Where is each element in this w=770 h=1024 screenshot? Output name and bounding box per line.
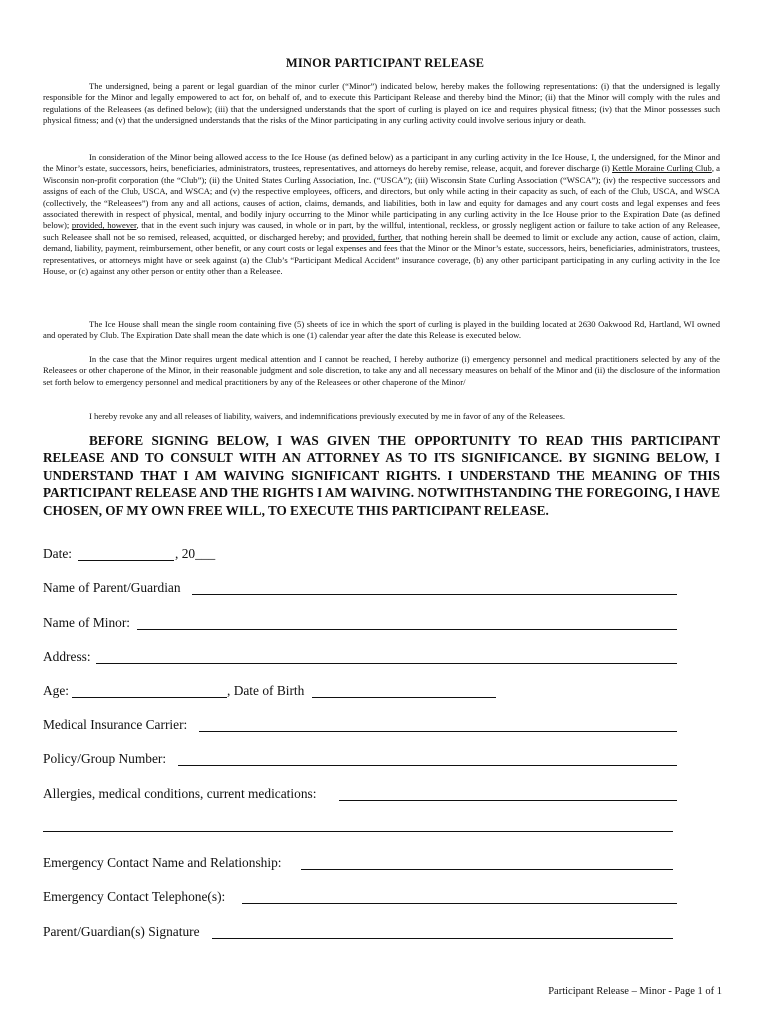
address-field[interactable] (96, 663, 677, 664)
release-text-b: , a Wisconsin non-profit corporation (the “Club”); (ii) the United States Curling Association, Inc. (“USCA”); (iii) Wisconsin State Curling Association (“WSCA”); (iv) the respective successors and assigns of each of the Club, USCA, and WSCA; and (v) the respective employees, officers, and directors, but only while acting in their capacity as such, of each of the Club, USCA, and WSCA (collectively, the “Releasees”) from any and all actions, causes of action, claims, demands, and liabilities, both in law and equity for damages and any court costs and legal expenses and fees associated therewith in respect of physical, mental, and bodily injury occurring to the Minor while participating in any curling activity in the Ice House prior to the Expiration Date (as defined below); (43, 163, 720, 231)
minor-name-label: Name of Minor: (43, 615, 131, 630)
parent-name-label: Name of Parent/Guardian (43, 580, 181, 595)
address-label: Address: (43, 649, 91, 664)
allergies-field[interactable] (339, 800, 677, 801)
emergency-phone-label: Emergency Contact Telephone(s): (43, 889, 226, 904)
emergency-name-field[interactable] (301, 869, 673, 870)
date-field[interactable] (78, 560, 174, 561)
signature-field[interactable] (212, 938, 673, 939)
policy-label: Policy/Group Number: (43, 751, 167, 766)
dob-label: , Date of Birth (227, 683, 305, 698)
parent-name-field[interactable] (192, 594, 677, 595)
date-label: Date: (43, 546, 72, 561)
year-label: , 20___ (175, 546, 216, 561)
insurance-label: Medical Insurance Carrier: (43, 717, 188, 732)
emergency-name-label: Emergency Contact Name and Relationship: (43, 855, 282, 870)
signature-label: Parent/Guardian(s) Signature (43, 924, 200, 939)
release-text-a: In consideration of the Minor being allowed access to the Ice House (as defined below) as a participant in any curling activity in the Ice House, I, the undersigned, for the Minor and the Minor’s estate, successors, heirs, beneficiaries, administrators, trustees, representatives, and attorneys do hereby remise, release, acquit, and forever discharge (i) (43, 152, 720, 174)
proviso-further: provided, further (342, 231, 401, 242)
proviso-however: provided, however (71, 220, 137, 231)
paragraph-revocation: I hereby revoke any and all releases of liability, waivers, and indemnifications previously executed by me in favor of any of the Releasees. (89, 411, 565, 421)
paragraph-medical-authorization: In the case that the Minor requires urgent medical attention and I cannot be reached, I hereby authorize (i) emergency personnel and medical practitioners selected by any of the Releasees or other chaperone of the Minor, in their reasonable judgment and sole discretion, to take any and all necessary measures on behalf of the Minor and (ii) the disclosure of the information set forth below to emergency personnel and medical practitioners by any of the Releasees or other chaperone of the Minor/ (43, 354, 720, 387)
club-name: Kettle Moraine Curling Club (612, 163, 712, 174)
paragraph-representations: The undersigned, being a parent or legal guardian of the minor curler (“Minor”) indicated below, hereby makes the following representations: (i) that the undersigned is legally responsible for the Minor and legally empowered to act for, on behalf of, and to execute this Participant Release and thereby bind the Minor; (ii) that the Minor will comply with the rules and regulations of the Releasees (as defined below); (iii) that the undersigned understands that the sport of curling is played on ice and requires physical fitness; (iv) that the Minor possesses such physical fitness; and (v) that the undersigned understands that the risks of the Minor participating in any curling activity could involve serious injury or death. (43, 81, 720, 126)
emergency-phone-field[interactable] (242, 903, 677, 904)
paragraph-ice-house: The Ice House shall mean the single room containing five (5) sheets of ice in which the sport of curling is played in the building located at 2630 Oakwood Rd, Hartland, WI owned and operated by Club. The Expiration Date shall mean the date which is one (1) calendar year after the date this Release is executed below. (43, 319, 720, 341)
insurance-field[interactable] (199, 731, 677, 732)
minor-name-field[interactable] (137, 629, 677, 630)
dob-field[interactable] (312, 697, 496, 698)
paragraph-release (43, 152, 720, 277)
release-text-c: , that in the event such injury was caused, in whole or in part, by the willful, intentional, reckless, or grossly negligent action or failure to take action of any Releasee, such Releasee shall not be so remised, released, acquitted, or discharged hereby; and (43, 220, 720, 242)
document-title: MINOR PARTICIPANT RELEASE (285, 56, 485, 70)
page-footer: Participant Release – Minor - Page 1 of 1 (548, 986, 722, 997)
allergies-field-continued[interactable] (43, 831, 673, 832)
allergies-label: Allergies, medical conditions, current medications: (43, 786, 317, 801)
release-text-d: , that nothing herein shall be deemed to limit or exclude any action, cause of action, claim, demand, liability, payment, reimbursement, other benefit, or any court costs or legal expenses and fees that the Minor or the Minor’s estate, successors, heirs, beneficiaries, administrators, trustees, representatives, or attorneys might have or seek against (a) the Club’s “Participant Medical Accident” insurance coverage, (b) any other participant participating in any curling activity in the Ice House, or (c) against any other person or entity other than a Releasee. (43, 231, 720, 277)
age-field[interactable] (72, 697, 227, 698)
acknowledgement-block: BEFORE SIGNING BELOW, I WAS GIVEN THE OPPORTUNITY TO READ THIS PARTICIPANT RELEASE AND TO CONSULT WITH AN ATTORNEY AS TO ITS SIGNIFICANCE. BY SIGNING BELOW, I UNDERSTAND THAT I AM WAIVING SIGNIFICANT RIGHTS. I UNDERSTAND THE MEANING OF THIS PARTICIPANT RELEASE AND THE RIGHTS I AM WAIVING. NOTWITHSTANDING THE FOREGOING, I HAVE CHOSEN, OF MY OWN FREE WILL, TO EXECUTE THIS PARTICIPANT RELEASE. (43, 433, 720, 518)
age-label: Age: (43, 683, 70, 698)
policy-field[interactable] (178, 765, 677, 766)
